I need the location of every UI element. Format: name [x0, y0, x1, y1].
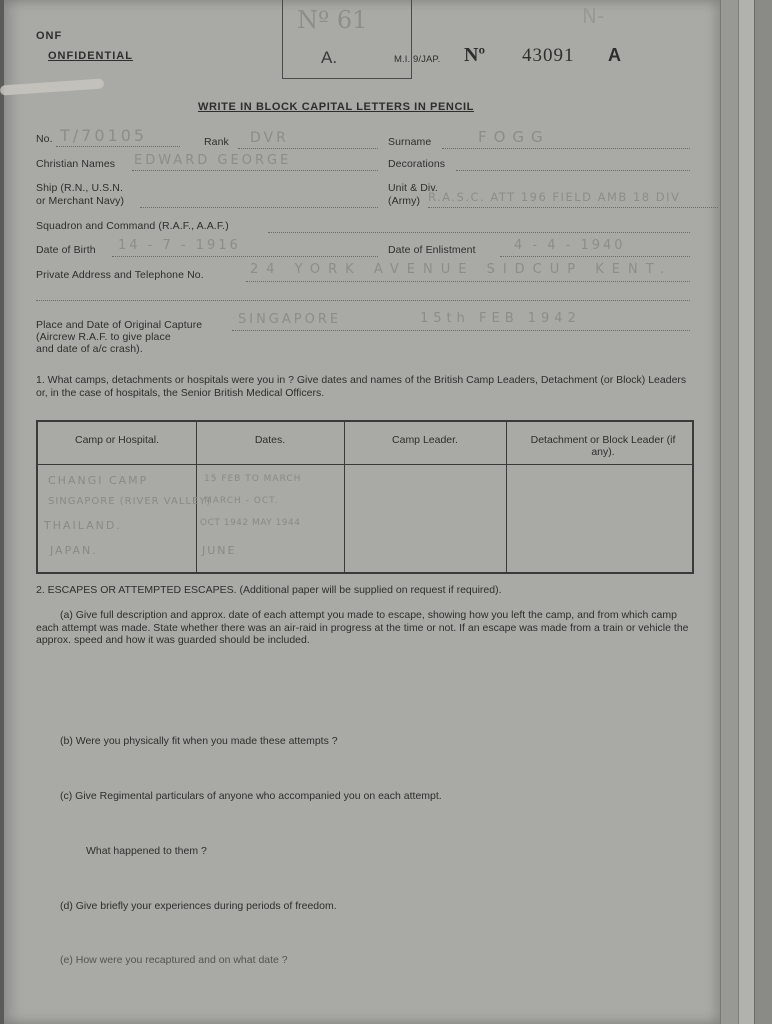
stamp-box	[282, 0, 412, 79]
rule	[246, 281, 690, 282]
question-2b: (b) Were you physically fit when you made these attempts ?	[60, 735, 338, 747]
section-2-heading: 2. ESCAPES OR ATTEMPTED ESCAPES. (Additional paper will be supplied on request if required).	[36, 584, 502, 596]
rule	[500, 256, 690, 257]
form-code: M.I. 9/JAP.	[394, 54, 441, 65]
rule	[238, 148, 378, 149]
unit-label-2: (Army)	[388, 195, 421, 207]
ship-label: Ship (R.N., U.S.N.	[36, 182, 123, 194]
christian-names-value: EDWARD GEORGE	[134, 153, 292, 168]
rule	[132, 170, 378, 171]
question-1: 1. What camps, detachments or hospitals were you in ? Give dates and names of the British Camp Leaders, Detachment (or Block) Leaders or, in the case of hospitals, the Senior British Medical Officers.	[36, 374, 687, 399]
service-number-label: No.	[36, 133, 53, 145]
table-cell: 15 FEB TO MARCH	[204, 474, 302, 484]
address-label: Private Address and Telephone No.	[36, 269, 204, 281]
table-cell: CHANGI CAMP	[48, 474, 149, 487]
table-cell: OCT 1942 MAY 1944	[200, 518, 301, 528]
stacked-pages-edge	[720, 0, 739, 1024]
table-cell: THAILAND.	[44, 519, 122, 532]
capture-label-3: and date of a/c crash).	[36, 343, 143, 355]
rank-value: DVR	[250, 130, 289, 146]
christian-names-label: Christian Names	[36, 158, 116, 170]
table-cell: SINGAPORE (RIVER VALLEY)	[48, 496, 212, 507]
table-cell: MARCH - OCT.	[204, 496, 279, 506]
camps-table	[36, 420, 694, 574]
capture-label-2: (Aircrew R.A.F. to give place	[36, 331, 171, 343]
table-divider	[506, 422, 507, 572]
rank-label: Rank	[204, 136, 229, 148]
surname-label: Surname	[388, 136, 432, 148]
decorations-label: Decorations	[388, 158, 446, 170]
instruction: WRITE IN BLOCK CAPITAL LETTERS IN PENCIL	[198, 101, 474, 113]
column-header-dates: Dates.	[254, 434, 286, 446]
rule	[36, 300, 690, 301]
rule	[140, 207, 378, 208]
capture-place-value: SINGAPORE	[238, 312, 342, 327]
enlistment-label: Date of Enlistment	[388, 244, 476, 256]
stacked-pages-edge	[754, 0, 772, 1024]
stamp-number: Nº 61	[297, 6, 368, 34]
rule	[268, 232, 690, 233]
question-2c: (c) Give Regimental particulars of anyone who accompanied you on each attempt.	[60, 790, 442, 802]
unit-label: Unit & Div.	[388, 182, 438, 194]
column-header-camp: Camp or Hospital.	[74, 434, 160, 446]
date-of-birth-label: Date of Birth	[36, 244, 96, 256]
unit-value: R.A.S.C. ATT 196 FIELD AMB 18 DIV	[428, 190, 681, 204]
form-suffix: A	[608, 45, 622, 65]
rule	[442, 148, 690, 149]
corner-pencil-note: N-	[582, 4, 605, 28]
question-2e: (e) How were you recaptured and on what date ?	[60, 954, 288, 966]
form-number: 43091	[522, 45, 575, 66]
question-2a: (a) Give full description and approx. date of each attempt you made to escape, showing how you left the camp, and from which camp each attempt was made. State whether there was an air-raid in progress at the time or not. If an escape was made from a train or vehicle the approx. speed and how it was guarded should be included.	[36, 609, 689, 646]
rule	[232, 330, 690, 331]
enlistment-value: 4 - 4 - 1940	[514, 238, 626, 253]
rule	[428, 207, 718, 208]
surname-value: FOGG	[478, 128, 550, 146]
address-value: 24 YORK AVENUE SIDCUP KENT.	[250, 262, 673, 277]
rule	[56, 146, 180, 147]
rule	[456, 170, 690, 171]
stacked-pages-edge	[738, 0, 755, 1024]
confidential-label: ONFIDENTIAL	[48, 50, 133, 62]
squadron-label: Squadron and Command (R.A.F., A.A.F.)	[36, 220, 229, 232]
question-2c-followup: What happened to them ?	[86, 845, 207, 857]
question-2d: (d) Give briefly your experiences during periods of freedom.	[60, 900, 337, 912]
rule	[112, 256, 378, 257]
table-cell: JUNE	[202, 544, 237, 557]
stamp-letter: A.	[321, 48, 338, 67]
number-label: Nº	[464, 44, 486, 66]
service-number-value: T/70105	[60, 126, 148, 145]
ship-label-2: or Merchant Navy)	[36, 195, 125, 207]
column-header-camp-leader: Camp Leader.	[392, 434, 458, 446]
table-cell: JAPAN.	[50, 544, 98, 557]
capture-label: Place and Date of Original Capture	[36, 319, 203, 331]
capture-date-value: 15th FEB 1942	[420, 311, 581, 326]
confidential-prefix: ONF	[36, 30, 63, 42]
table-divider	[38, 464, 692, 465]
column-header-detachment-leader: Detachment or Block Leader (if any).	[530, 434, 676, 458]
date-of-birth-value: 14 - 7 - 1916	[118, 238, 241, 253]
